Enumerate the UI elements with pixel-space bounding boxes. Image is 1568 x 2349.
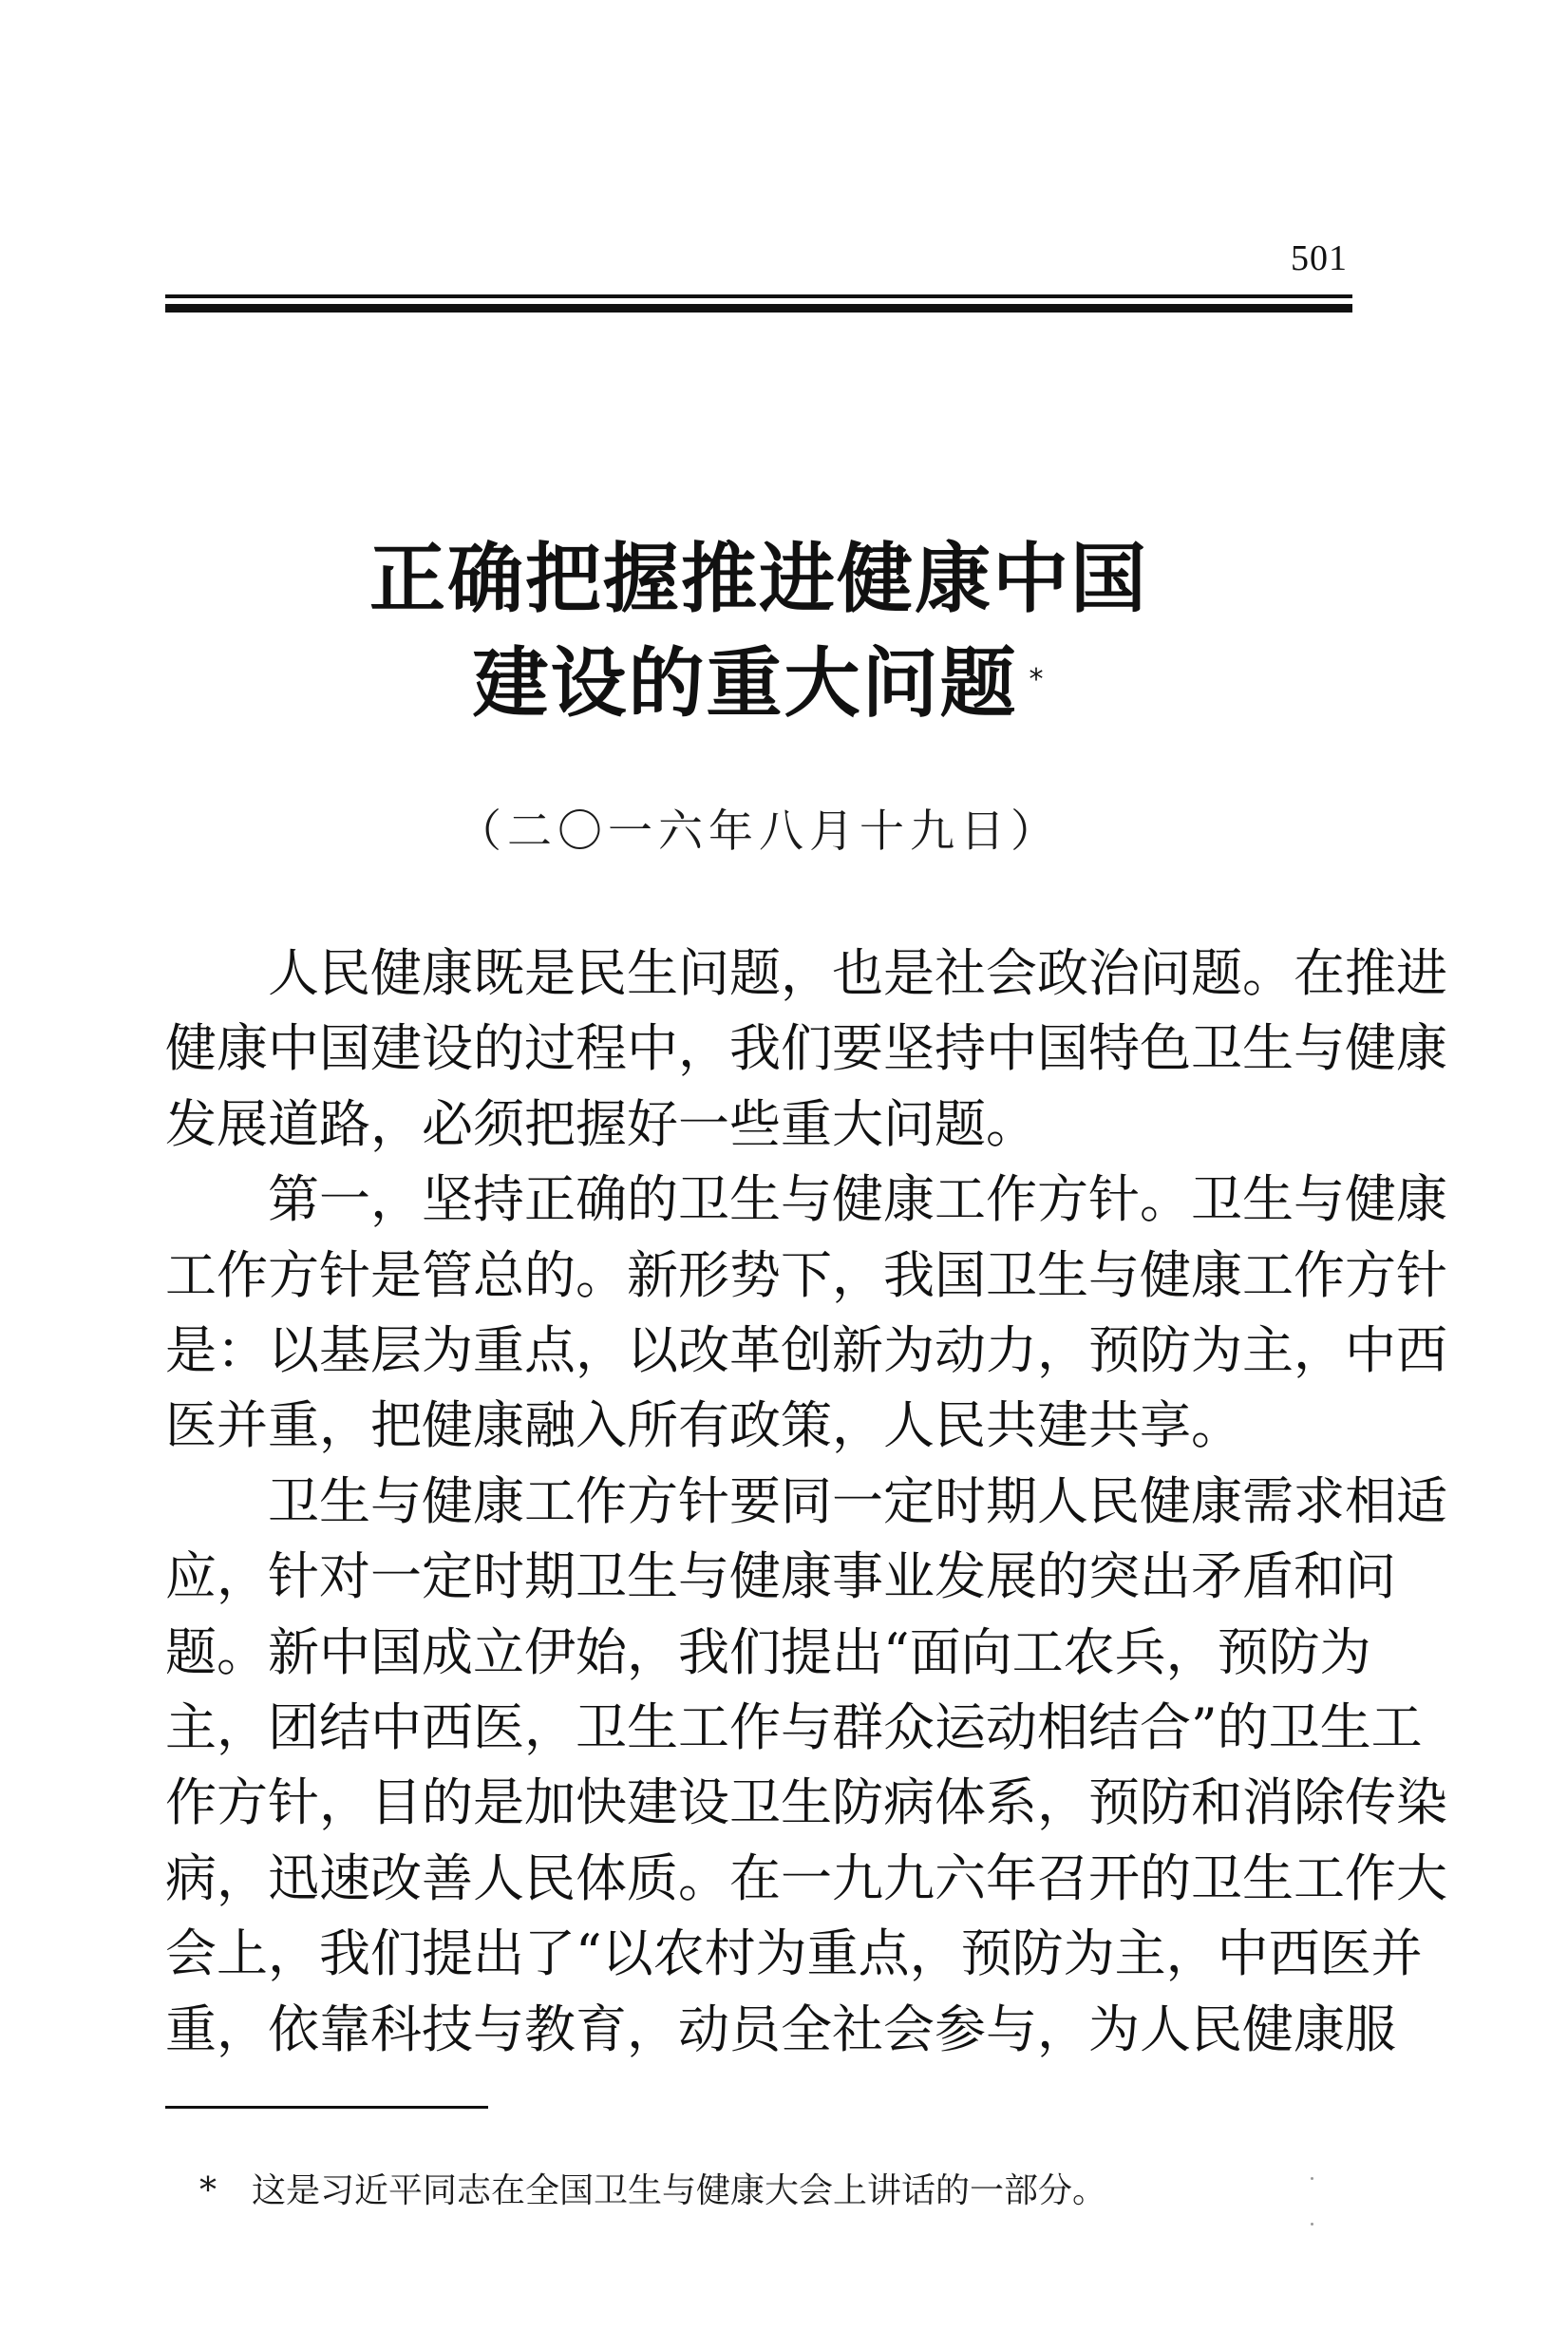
body-line: 主，团结中西医，卫生工作与群众运动相结合”的卫生工 bbox=[165, 1697, 1423, 1758]
body-line: 发展道路，必须把握好一些重大问题。 bbox=[165, 1093, 1037, 1154]
body-line: 医并重，把健康融入所有政策，人民共建共享。 bbox=[165, 1395, 1242, 1456]
scan-speck bbox=[1311, 2177, 1313, 2180]
footnote bbox=[199, 2164, 1106, 2212]
scan-speck bbox=[1311, 2223, 1313, 2226]
body-text bbox=[165, 936, 1447, 2067]
footnote-marker: * bbox=[199, 2171, 217, 2210]
page-number: 501 bbox=[1291, 238, 1348, 278]
title-footnote-marker: * bbox=[1029, 663, 1046, 696]
body-line: 题。新中国成立伊始，我们提出“面向工农兵，预防为 bbox=[165, 1621, 1371, 1682]
body-line: 是：以基层为重点，以改革创新为动力，预防为主，中西 bbox=[165, 1320, 1447, 1381]
body-line: 作方针，目的是加快建设卫生防病体系，预防和消除传染 bbox=[165, 1772, 1447, 1833]
footnote-text: 这是习近平同志在全国卫生与健康大会上讲话的一部分。 bbox=[252, 2171, 1107, 2210]
title-line-2-text: 建设的重大问题 bbox=[472, 639, 1018, 728]
body-line: 会上，我们提出了“以农村为重点，预防为主，中西医并 bbox=[165, 1923, 1423, 1984]
body-line: 应，针对一定时期卫生与健康事业发展的突出矛盾和问 bbox=[165, 1546, 1396, 1607]
body-line: 人民健康既是民生问题，也是社会政治问题。在推进 bbox=[268, 943, 1447, 1003]
article-title bbox=[165, 527, 1352, 736]
title-line-1: 正确把握推进健康中国 bbox=[369, 535, 1148, 623]
body-line: 工作方针是管总的。新形势下，我国卫生与健康工作方针 bbox=[165, 1244, 1447, 1305]
body-line: 第一，坚持正确的卫生与健康工作方针。卫生与健康 bbox=[268, 1169, 1447, 1230]
footnote-rule bbox=[165, 2106, 488, 2109]
body-line: 健康中国建设的过程中，我们要坚持中国特色卫生与健康 bbox=[165, 1018, 1447, 1079]
body-line: 卫生与健康工作方针要同一定时期人民健康需求相适 bbox=[268, 1470, 1447, 1531]
header-rule-thin bbox=[165, 294, 1352, 298]
title-line-2 bbox=[165, 632, 1352, 736]
speech-date: （二〇一六年八月十九日） bbox=[457, 805, 1061, 858]
body-line: 重，依靠科技与教育，动员全社会参与，为人民健康服 bbox=[165, 1999, 1396, 2059]
body-line: 病，迅速改善人民体质。在一九九六年召开的卫生工作大 bbox=[165, 1847, 1447, 1908]
header-rule-thick bbox=[165, 304, 1352, 313]
